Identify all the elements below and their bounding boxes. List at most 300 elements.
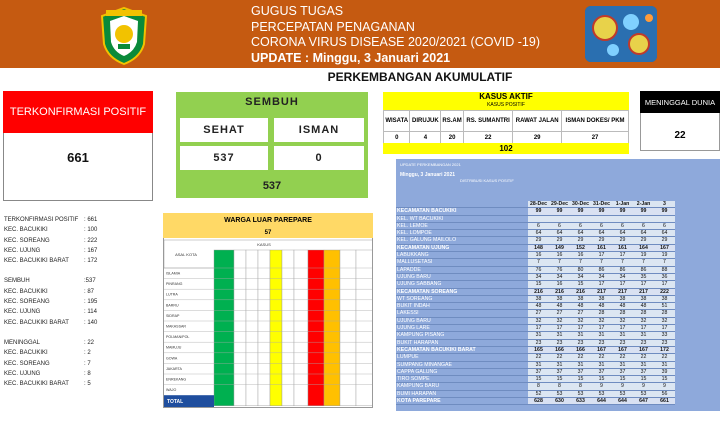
active-col-1: DIRUJUK [410,111,441,132]
dist-cell: 6 [612,222,633,229]
dist-cell: 23 [549,339,570,346]
district-stats-list [4,215,154,389]
dist-cell: 647 [633,398,654,405]
warga-col-7 [308,250,324,406]
dist-cell: 17 [654,325,675,332]
confirmed-value: 661 [67,150,89,165]
dist-cell: 37 [591,368,612,375]
dist-cell: 6 [549,222,570,229]
warga-row-label: BARRU [166,303,179,308]
dist-cell: 23 [612,339,633,346]
table-row [396,383,675,390]
dist-row-name: KOTA PAREPARE [396,398,528,405]
dist-cell: 99 [549,208,570,215]
outside-residents-total: 57 [163,228,373,238]
dist-cell: 31 [633,361,654,368]
dist-cell: 17 [549,325,570,332]
dist-cell: 56 [654,390,675,397]
dist-cell: 34 [528,273,549,280]
dist-cell: 37 [570,368,591,375]
dist-cell: 34 [549,273,570,280]
dist-cell: 17 [612,281,633,288]
dist-cell: 644 [591,398,612,405]
dist-cell: 64 [654,230,675,237]
dist-cell: 31 [612,332,633,339]
stat-row [4,246,154,256]
active-val-0: 0 [384,132,410,144]
dist-row-name: MALLUSETASI [396,259,528,266]
dist-cell: 17 [570,325,591,332]
dist-cell: 15 [549,376,570,383]
dist-cell: 36 [654,273,675,280]
dist-cell: 64 [570,230,591,237]
dist-cell: 19 [654,252,675,259]
dist-cell: 7 [528,259,549,266]
dist-cell: 216 [549,288,570,295]
table-row [396,295,675,302]
warga-row-label: SIDRAP [166,313,180,318]
dist-cell: 37 [528,368,549,375]
dist-row-name: WT SOREANG [396,295,528,302]
dist-row-name: SUMPANG MINANGAE [396,361,528,368]
dist-cell: 164 [633,244,654,251]
active-cases-header [383,92,629,110]
dist-cell: 32 [612,317,633,324]
dist-cell: 29 [633,237,654,244]
dist-cell: 86 [633,266,654,273]
dist-cell: 37 [612,368,633,375]
dist-cell: 33 [654,332,675,339]
dist-row-name: KECAMATAN SOREANG [396,288,528,295]
warga-col-10 [356,250,373,406]
dist-cell: 7 [654,259,675,266]
title-line-1: GUGUS TUGAS [251,4,344,18]
dist-cell: 148 [528,244,549,251]
dist-cell [633,215,654,222]
warga-row-label: MAKASSAR [166,324,186,329]
dist-cell: 22 [549,354,570,361]
dist-date: 2-Jan [633,201,654,208]
dist-cell: 217 [633,288,654,295]
dist-cell: 64 [612,230,633,237]
stat-row [4,256,154,266]
dist-cell: 19 [633,252,654,259]
dist-cell [528,215,549,222]
dist-cell [654,215,675,222]
outside-residents-title: WARGA LUAR PAREPARE [163,213,373,228]
dist-row-name: KEL. LOMPOE [396,230,528,237]
table-row [396,346,675,353]
table-row [396,288,675,295]
dist-cell: 7 [633,259,654,266]
dist-cell: 53 [549,390,570,397]
dist-cell: 17 [633,325,654,332]
dist-date: 29-Dec [550,201,568,207]
dist-cell: 7 [570,259,591,266]
dist-cell: 48 [591,303,612,310]
active-col-2: RS.AM [441,111,464,132]
dist-cell: 29 [612,237,633,244]
warga-group-head: KASUS [257,242,271,247]
dist-date: 31-Dec [592,201,610,207]
stat-row [4,236,154,246]
dist-cell: 29 [528,237,549,244]
warga-row-label: JAKARTA [166,366,182,371]
dist-row-name: UJUNG BARU [396,317,528,324]
warga-row-label: GOWA [166,356,178,361]
warga-col-0 [214,250,234,406]
dist-cell: 15 [528,281,549,288]
stat-value: : 172 [84,258,98,265]
stat-label: KEC. SOREANG [4,360,50,367]
dist-cell: 167 [591,346,612,353]
dist-cell: 27 [570,310,591,317]
dist-row-name: LAKESSI [396,310,528,317]
dist-cell: 644 [612,398,633,405]
dist-cell: 6 [528,222,549,229]
warga-row-label: WAJO [166,388,177,393]
stat-label: KEC. UJUNG [4,370,41,377]
stat-label: KEC. UJUNG [4,309,41,316]
header-title [251,4,591,66]
dist-cell: 6 [633,222,654,229]
stat-label: KEC. SOREANG [4,237,50,244]
dist-cell: 15 [570,376,591,383]
dist-cell: 23 [591,339,612,346]
stat-value: : 100 [84,227,98,234]
dist-cell: 7 [612,259,633,266]
stat-row [4,359,154,369]
dist-cell: 17 [612,325,633,332]
dist-cell: 48 [612,303,633,310]
dist-row-name: KECAMATAN BACUKIKI [396,208,528,215]
dist-cell: 9 [612,383,633,390]
warga-col-head: ASAL KOTA [175,252,197,257]
deaths-label: MENINGGAL DUNIA [640,91,720,113]
active-cases-label: KASUS AKTIF [479,92,533,101]
dist-cell: 64 [633,230,654,237]
dist-cell: 34 [570,273,591,280]
dist-row-name: KECAMATAN BACUKIKI BARAT [396,346,528,353]
stat-row [4,297,154,307]
dist-cell: 27 [549,310,570,317]
stat-row [4,379,154,389]
active-col-5: ISMAN DOKES/ PKM [562,111,629,132]
virus-illustration-icon [585,6,657,62]
dist-cell: 53 [612,390,633,397]
active-val-5: 27 [562,132,629,144]
stat-value: : 195 [84,299,98,306]
dist-cell: 172 [654,346,675,353]
stat-label: SEMBUH [4,278,30,285]
dist-cell: 161 [591,244,612,251]
warga-col-5 [282,250,294,406]
dist-cell: 53 [570,390,591,397]
dist-cell: 15 [591,376,612,383]
dist-cell: 216 [570,288,591,295]
dist-cell: 22 [612,354,633,361]
dist-cell: 99 [591,208,612,215]
dist-cell: 37 [633,368,654,375]
dist-cell: 28 [633,310,654,317]
dist-cell: 38 [633,295,654,302]
warga-total-label: TOTAL [167,399,184,406]
distribution-panel [396,159,720,411]
warga-col-2 [246,250,258,406]
table-row [396,325,675,332]
page-subtitle: PERKEMBANGAN AKUMULATIF [327,70,513,84]
dist-cell: 152 [570,244,591,251]
dist-cell: 80 [570,266,591,273]
dist-cell: 217 [591,288,612,295]
table-row [396,317,675,324]
active-val-1: 4 [410,132,441,144]
dist-cell: 52 [528,390,549,397]
dist-header-2: Minggu, 3 Januari 2021 [400,172,456,178]
table-row [396,281,675,288]
dist-cell: 22 [633,354,654,361]
stat-label: MENINGGAL [4,339,41,346]
dist-cell: 53 [633,390,654,397]
dist-date: 1-Jan [612,201,633,208]
dist-row-name: LABUKKANG [396,252,528,259]
dist-cell: 31 [591,361,612,368]
stat-label: KEC. BACUKIKI [4,227,48,234]
dist-cell: 6 [654,222,675,229]
stat-label: KEC. BACUKIKI [4,288,48,295]
update-date: UPDATE : Minggu, 3 Januari 2021 [251,50,451,65]
dist-cell: 34 [591,273,612,280]
dist-cell: 28 [654,310,675,317]
dist-cell: 17 [633,281,654,288]
dist-cell: 99 [654,208,675,215]
stat-row [4,318,154,328]
dist-date: 30-Dec [571,201,589,207]
stat-row [4,369,154,379]
table-row [396,368,675,375]
dist-cell: 29 [570,237,591,244]
stat-value: :537 [84,278,96,285]
dist-cell [570,215,591,222]
dist-cell: 23 [570,339,591,346]
dist-cell: 17 [654,281,675,288]
dist-row-name: KEL. LEMOE [396,222,528,229]
dist-cell: 88 [654,266,675,273]
active-cases-sublabel: KASUS POSITIF [487,102,525,108]
dist-cell: 216 [528,288,549,295]
dist-cell: 15 [654,376,675,383]
dist-cell: 31 [612,361,633,368]
dist-cell: 76 [549,266,570,273]
dist-cell: 32 [591,317,612,324]
active-val-4: 29 [513,132,562,144]
dist-cell: 37 [549,368,570,375]
dist-cell: 217 [612,288,633,295]
dist-cell: 64 [528,230,549,237]
dist-cell: 32 [633,317,654,324]
dist-cell: 8 [549,383,570,390]
stat-label: KEC. BACUKIKI BARAT [4,319,69,326]
dist-header-1: UPDATE PERKEMBANGAN 2021 [400,162,461,167]
dist-cell: 165 [528,346,549,353]
dist-cell: 149 [549,244,570,251]
dist-cell: 51 [654,303,675,310]
dist-cell: 23 [654,339,675,346]
dist-row-name: LUMPUE [396,354,528,361]
dist-cell: 35 [633,273,654,280]
dist-row-name: UJUNG BARU [396,273,528,280]
dist-cell: 628 [528,398,549,405]
dist-cell: 23 [633,339,654,346]
dist-header-3: DISTRIBUSI KASUS POSITIF [460,178,514,183]
dist-cell: 630 [549,398,570,405]
warga-row-label: PINRANG [166,282,183,287]
table-row [396,252,675,259]
dist-row-name: BUKIT INDAH [396,303,528,310]
dist-cell: 31 [528,332,549,339]
dist-cell: 28 [612,310,633,317]
dist-cell: 99 [528,208,549,215]
dist-cell: 99 [633,208,654,215]
table-row [396,237,675,244]
stat-label: KEC. SOREANG [4,299,50,306]
outside-residents-table [163,213,373,408]
dist-date: 3 [654,201,675,208]
dist-cell: 633 [570,398,591,405]
stat-value: : 167 [84,247,98,254]
dist-cell: 661 [654,398,675,405]
dist-cell: 38 [591,295,612,302]
active-col-0: WISATA [384,111,410,132]
dist-cell: 38 [549,295,570,302]
dist-cell: 31 [528,361,549,368]
dist-cell: 22 [570,354,591,361]
dist-cell: 161 [612,244,633,251]
dist-row-name: KECAMATAN UJUNG [396,244,528,251]
dist-cell: 222 [654,288,675,295]
dist-row-name: TIRO SOMPE [396,376,528,383]
dist-cell: 22 [654,354,675,361]
dist-cell: 17 [591,281,612,288]
dist-row-name: UJUNG LARE [396,325,528,332]
active-val-2: 20 [441,132,464,144]
table-row [396,230,675,237]
dist-cell: 99 [570,208,591,215]
dist-row-name: KEL. GALUNG MAILOLO [396,237,528,244]
stat-value: : 7 [84,360,91,367]
sehat-value: 537 [180,146,268,170]
dist-cell: 31 [549,332,570,339]
active-cases-total: 102 [383,143,629,154]
table-row [396,244,675,251]
warga-row-label: POLMAN/POL [166,335,190,340]
stat-label: KEC. BACUKIKI BARAT [4,381,69,388]
dist-cell: 16 [528,252,549,259]
dist-cell: 31 [570,332,591,339]
dist-cell: 8 [570,383,591,390]
warga-row-label: ENREKANG [166,377,187,382]
dist-cell: 166 [549,346,570,353]
dist-cell: 48 [633,303,654,310]
dist-cell: 29 [591,237,612,244]
parepare-emblem-icon [98,6,150,66]
dist-cell: 29 [654,237,675,244]
dist-row-name: UJUNG SABBANG [396,281,528,288]
dist-cell: 16 [570,252,591,259]
dist-row-name: CAPPA GALUNG [396,368,528,375]
dist-cell: 7 [591,259,612,266]
dist-cell [549,215,570,222]
dist-cell [612,215,633,222]
stat-row [4,225,154,235]
dist-cell: 167 [633,346,654,353]
table-row [396,215,675,222]
dist-cell: 22 [591,354,612,361]
dist-cell: 166 [570,346,591,353]
isman-value: 0 [274,146,364,170]
dist-cell: 64 [549,230,570,237]
dist-cell: 6 [570,222,591,229]
dist-cell: 86 [612,266,633,273]
dist-cell: 16 [549,281,570,288]
dist-cell: 15 [612,376,633,383]
dist-cell: 48 [570,303,591,310]
dist-cell: 22 [528,354,549,361]
dist-cell: 31 [591,332,612,339]
dist-cell: 31 [570,361,591,368]
isman-label: ISMAN [274,118,364,142]
dist-cell: 34 [612,273,633,280]
table-row [396,398,675,405]
dist-cell: 17 [591,252,612,259]
dist-cell: 38 [612,295,633,302]
active-val-3: 22 [463,132,512,144]
dist-cell: 7 [549,259,570,266]
dist-cell: 53 [591,390,612,397]
dist-cell: 39 [654,368,675,375]
dist-cell: 167 [612,346,633,353]
dist-row-name: BUMI HARAPAN [396,390,528,397]
stat-value: : 87 [84,288,95,295]
dist-row-name: LAPADDE [396,266,528,273]
dist-cell: 27 [528,310,549,317]
dist-cell: 38 [570,295,591,302]
stat-row [4,215,154,225]
table-row [396,339,675,346]
warga-row-label: LUTRA [166,292,178,297]
table-row [396,222,675,229]
table-row [396,332,675,339]
stat-value: : 114 [84,309,97,316]
table-row [396,259,675,266]
dist-date-row [396,201,675,208]
dist-cell: 32 [528,317,549,324]
stat-label: KEC. UJUNG [4,247,41,254]
dist-cell: 17 [528,325,549,332]
warga-col-3 [258,250,270,406]
dist-cell: 32 [570,317,591,324]
warga-row-label: ISLAMIA [166,271,181,276]
dist-cell: 23 [528,339,549,346]
dist-cell: 32 [654,317,675,324]
dist-cell: 28 [591,310,612,317]
dist-cell: 17 [612,252,633,259]
table-row [396,376,675,383]
dist-cell: 99 [612,208,633,215]
stat-row [4,287,154,297]
table-row [396,361,675,368]
stat-label: KEC. BACUKIKI [4,350,48,357]
